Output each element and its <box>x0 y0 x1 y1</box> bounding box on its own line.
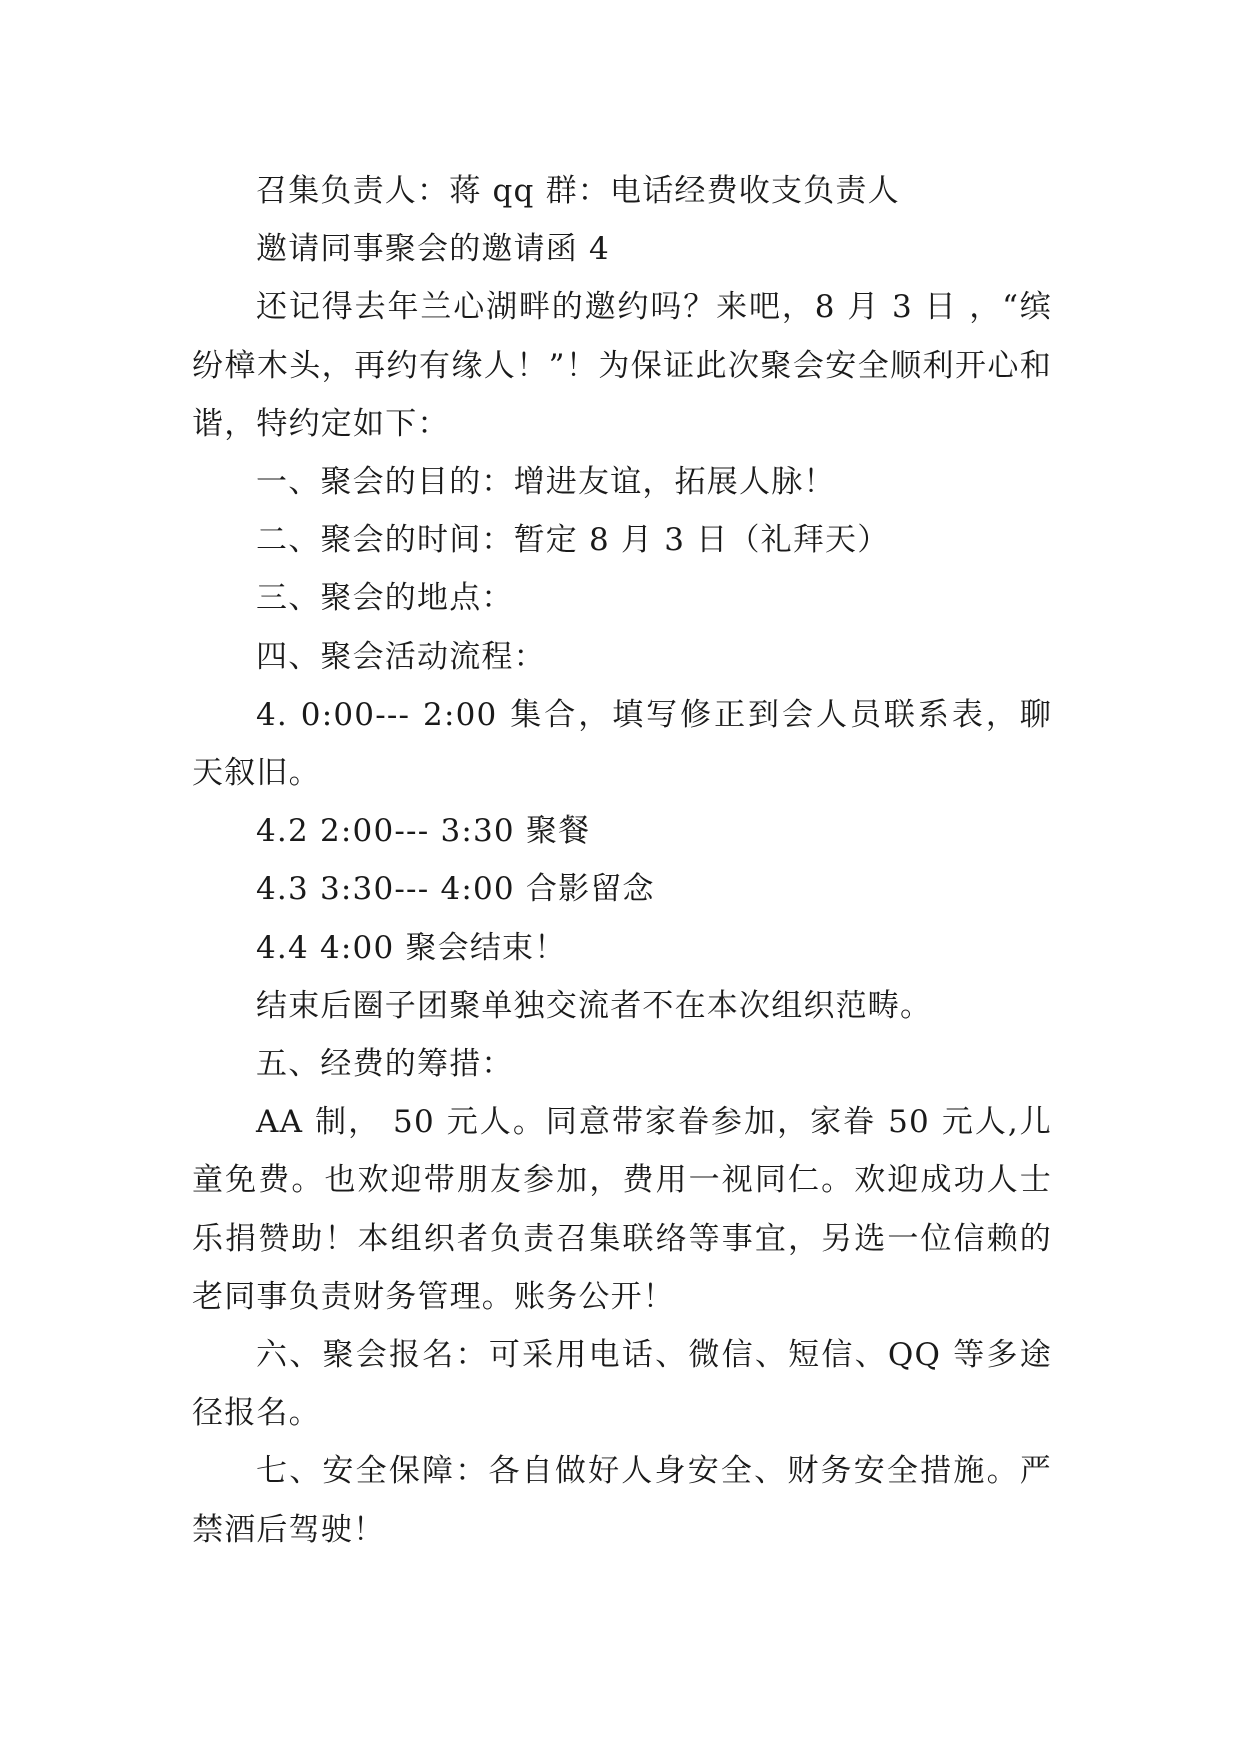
paragraph-funding: AA 制， 50 元人。同意带家眷参加，家眷 50 元人,儿童免费。也欢迎带朋友参加，费用一视同仁。欢迎成功人士乐捐赞助！本组织者负责召集联络等事宜，另选一位信赖的老同事负责财务管理。账务公开！ <box>192 1104 1052 1315</box>
paragraph-after-note: 结束后圈子团聚单独交流者不在本次组织范畴。 <box>256 987 933 1024</box>
paragraph-organizer: 召集负责人：蒋 qq 群：电话经费收支负责人 <box>256 173 900 209</box>
paragraph-schedule-2: 4.2 2:00--- 3:30 聚餐 <box>256 813 591 850</box>
paragraph-purpose: 一、聚会的目的：增进友谊，拓展人脉！ <box>256 464 836 501</box>
paragraph-schedule-heading: 四、聚会活动流程： <box>256 638 546 675</box>
document-body <box>192 162 1052 1559</box>
paragraph-heading: 邀请同事聚会的邀请函 4 <box>256 231 610 268</box>
paragraph-registration: 六、聚会报名：可采用电话、微信、短信、QQ 等多途径报名。 <box>192 1337 1052 1432</box>
paragraph-safety: 七、安全保障：各自做好人身安全、财务安全措施。严禁酒后驾驶！ <box>192 1453 1052 1548</box>
paragraph-funding-heading: 五、经费的筹措： <box>256 1046 514 1083</box>
paragraph-schedule-3: 4.3 3:30--- 4:00 合影留念 <box>256 871 655 908</box>
paragraph-schedule-4: 4.4 4:00 聚会结束！ <box>256 929 567 966</box>
paragraph-time: 二、聚会的时间：暂定 8 月 3 日（礼拜天） <box>256 522 890 559</box>
paragraph-intro: 还记得去年兰心湖畔的邀约吗？来吧，8 月 3 日 ，“缤纷樟木头，再约有缘人！”！为保证此次聚会安全顺利开心和谐，特约定如下： <box>192 289 1052 442</box>
paragraph-location: 三、聚会的地点： <box>256 580 514 617</box>
paragraph-schedule-1: 4. 0:00--- 2:00 集合，填写修正到会人员联系表，聊天叙旧。 <box>192 696 1052 792</box>
